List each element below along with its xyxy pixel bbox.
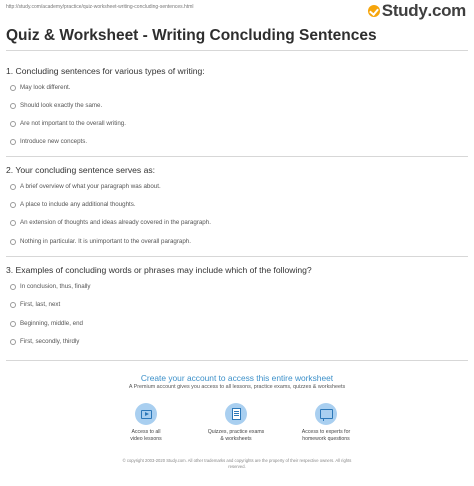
- option-label: Introduce new concepts.: [20, 138, 88, 145]
- radio-icon[interactable]: [10, 202, 16, 208]
- question-2-option-2[interactable]: [10, 201, 136, 208]
- radio-icon[interactable]: [10, 284, 16, 290]
- promo-subtitle: A Premium account gives you access to all lessons, practice exams, quizzes & worksheets: [128, 384, 346, 390]
- question-1-option-4[interactable]: [10, 138, 87, 145]
- feature-experts: [286, 403, 366, 443]
- question-divider: [6, 256, 468, 257]
- question-1-option-1[interactable]: [10, 84, 70, 91]
- option-label: Should look exactly the same.: [20, 102, 103, 109]
- question-3-option-4[interactable]: [10, 338, 79, 345]
- study-logo-icon: [368, 5, 380, 17]
- question-2-title: 2. Your concluding sentence serves as:: [6, 165, 156, 175]
- worksheet-icon: [225, 403, 247, 425]
- logo-text: Study: [381, 1, 428, 20]
- radio-icon[interactable]: [10, 85, 16, 91]
- radio-icon[interactable]: [10, 321, 16, 327]
- radio-icon[interactable]: [10, 103, 16, 109]
- question-3-option-1[interactable]: [10, 283, 91, 290]
- option-label: An extension of thoughts and ideas already covered in the paragraph.: [20, 219, 211, 226]
- radio-icon[interactable]: [10, 302, 16, 308]
- footer-line-2: reserved.: [228, 464, 246, 469]
- option-label: First, secondly, thirdly: [20, 338, 80, 345]
- feature-label: & worksheets: [220, 436, 252, 442]
- question-3-option-3[interactable]: [10, 320, 83, 327]
- radio-icon[interactable]: [10, 339, 16, 345]
- title-divider: [6, 50, 468, 51]
- feature-label: Access to all: [131, 429, 161, 435]
- feature-label: Quizzes, practice exams: [207, 429, 265, 435]
- option-label: Are not important to the overall writing.: [20, 120, 126, 127]
- video-icon: [135, 403, 157, 425]
- option-label: May look different.: [20, 84, 71, 91]
- logo-suffix: .com: [427, 1, 466, 20]
- question-2-option-1[interactable]: [10, 183, 161, 190]
- radio-icon[interactable]: [10, 139, 16, 145]
- option-label: Nothing in particular. It is unimportant to the overall paragraph.: [20, 238, 191, 245]
- option-label: A place to include any additional thoughts.: [20, 201, 136, 208]
- study-logo[interactable]: [368, 1, 466, 21]
- promo-divider: [6, 360, 468, 361]
- question-3-title: 3. Examples of concluding words or phrases may include which of the following?: [6, 265, 312, 275]
- feature-quizzes: [196, 403, 276, 443]
- radio-icon[interactable]: [10, 184, 16, 190]
- question-1-option-2[interactable]: [10, 102, 102, 109]
- page-title: Quiz & Worksheet - Writing Concluding Sentences: [6, 27, 377, 44]
- option-label: A brief overview of what your paragraph was about.: [20, 183, 161, 190]
- radio-icon[interactable]: [10, 220, 16, 226]
- expert-icon: [315, 403, 337, 425]
- option-label: Beginning, middle, end: [20, 320, 83, 327]
- option-label: First, last, next: [20, 301, 61, 308]
- radio-icon[interactable]: [10, 121, 16, 127]
- feature-label: video lessons: [130, 436, 162, 442]
- feature-label: homework questions: [302, 436, 350, 442]
- feature-video-lessons: [106, 403, 186, 443]
- question-3-option-2[interactable]: [10, 301, 60, 308]
- radio-icon[interactable]: [10, 239, 16, 245]
- copyright-footer: [0, 458, 474, 470]
- question-1-title: 1. Concluding sentences for various types of writing:: [6, 66, 205, 76]
- footer-line-1: © copyright 2003-2020 Study.com. All other trademarks and copyrights are the property of their respective owners. All rights: [122, 458, 352, 463]
- question-divider: [6, 156, 468, 157]
- page-url: http://study.com/academy/practice/quiz-worksheet-writing-concluding-sentences.html: [6, 4, 194, 10]
- option-label: In conclusion, thus, finally: [20, 283, 91, 290]
- question-1-option-3[interactable]: [10, 120, 126, 127]
- feature-label: Access to experts for: [301, 429, 351, 435]
- question-2-option-3[interactable]: [10, 219, 211, 226]
- create-account-link[interactable]: Create your account to access this entire worksheet: [140, 373, 334, 383]
- question-2-option-4[interactable]: [10, 238, 191, 245]
